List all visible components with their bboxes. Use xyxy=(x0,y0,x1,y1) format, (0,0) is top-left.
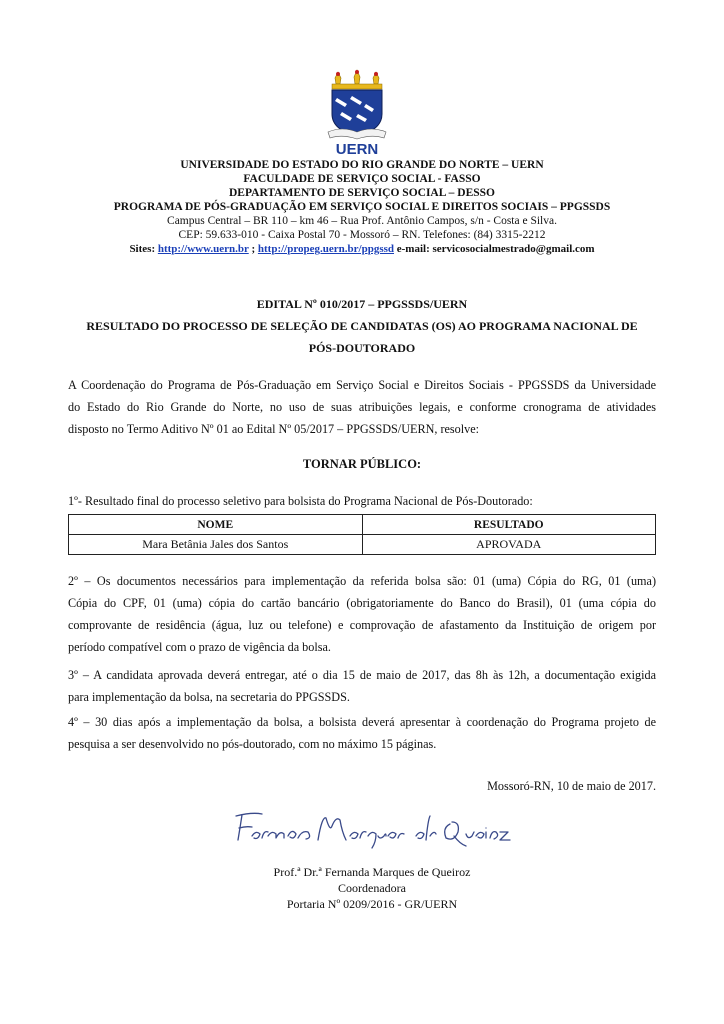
institution-header xyxy=(60,158,664,256)
table-header-row xyxy=(69,515,656,535)
email-address: servicosocialmestrado@gmail.com xyxy=(432,243,595,255)
header-program: PROGRAMA DE PÓS-GRADUAÇÃO EM SERVIÇO SOCIAL E DIREITOS SOCIAIS – PPGSSDS xyxy=(113,201,611,213)
item1-text: 1º- Resultado final do processo seletivo para bolsista do Programa Nacional de Pós-Doutorado: xyxy=(68,494,533,508)
edital-number: EDITAL Nº 010/2017 – PPGSSDS/UERN xyxy=(256,297,468,311)
header-sites xyxy=(60,242,664,256)
intro-line2: do Estado do Rio Grande do Norte, no uso de suas atribuições legais, e conforme cronograma de atividades xyxy=(68,400,656,414)
site-link-propeg[interactable]: http://propeg.uern.br/ppgssd xyxy=(257,243,395,255)
edital-title-line2: PÓS-DOUTORADO xyxy=(308,341,416,355)
header-address: Campus Central – BR 110 – km 46 – Rua Prof. Antônio Campos, s/n - Costa e Silva. xyxy=(167,215,557,227)
item2-line2: Cópia do CPF, 01 (uma) cópia do cartão bancário (obrigatoriamente do Banco do Brasil), 01 (uma cópia do xyxy=(68,596,656,610)
item4-line1: 4º – 30 dias após a implementação da bolsa, a bolsista deverá apresentar à coordenação do Programa projeto de xyxy=(68,715,656,729)
item3-line2: para implementação da bolsa, na secretaria do PPGSSDS. xyxy=(68,690,350,704)
email-label: e-mail: xyxy=(396,243,430,255)
handwritten-signature xyxy=(222,806,522,850)
signatory-name: Prof.ª Dr.ª Fernanda Marques de Queiroz xyxy=(273,865,471,879)
result-table xyxy=(68,514,656,555)
edital-title-line1: RESULTADO DO PROCESSO DE SELEÇÃO DE CANDIDATAS (OS) AO PROGRAMA NACIONAL DE xyxy=(86,319,638,333)
sites-label: Sites: xyxy=(129,243,156,255)
signature-icon xyxy=(222,806,522,850)
uern-logo xyxy=(322,68,392,156)
table-row xyxy=(69,535,656,555)
signatory-portaria: Portaria Nº 0209/2016 - GR/UERN xyxy=(286,897,458,911)
table-cell-result: APROVADA xyxy=(362,535,656,555)
site-link-uern[interactable]: http://www.uern.br xyxy=(157,243,249,255)
table-header-resultado: RESULTADO xyxy=(362,515,656,535)
intro-line1: A Coordenação do Programa de Pós-Graduação em Serviço Social e Direitos Sociais - PPGSSDS da Universidade xyxy=(68,378,656,392)
item2-line1: 2º – Os documentos necessários para implementação da referida bolsa são: 01 (uma) Cópia do RG, 01 (uma) xyxy=(68,574,656,588)
intro-line3: disposto no Termo Aditivo Nº 01 ao Edital Nº 05/2017 – PPGSSDS/UERN, resolve: xyxy=(68,422,480,436)
signatory-role: Coordenadora xyxy=(338,881,406,895)
header-faculty: FACULDADE DE SERVIÇO SOCIAL - FASSO xyxy=(243,173,481,185)
date-place: Mossoró-RN, 10 de maio de 2017. xyxy=(487,779,656,793)
item4-line2: pesquisa a ser desenvolvido no pós-doutorado, com no máximo 15 páginas. xyxy=(68,737,437,751)
item2-line4: período compatível com o prazo de vigência da bolsa. xyxy=(68,640,331,654)
table-cell-name: Mara Betânia Jales dos Santos xyxy=(69,535,363,555)
header-university: UNIVERSIDADE DO ESTADO DO RIO GRANDE DO NORTE – UERN xyxy=(180,159,544,171)
header-department: DEPARTAMENTO DE SERVIÇO SOCIAL – DESSO xyxy=(229,187,495,199)
tornar-publico-heading: TORNAR PÚBLICO: xyxy=(302,457,422,471)
item2-line3: comprovante de residência (água, luz ou telefone) e comprovação de afastamento da Instituição de origem por xyxy=(68,618,656,632)
signature-block xyxy=(222,864,522,912)
uern-crest-icon xyxy=(322,68,392,156)
edital-title-block xyxy=(60,293,664,359)
item3-line1: 3º – A candidata aprovada deverá entregar, até o dia 15 de maio de 2017, das 8h às 12h, a documentação exigida xyxy=(68,668,656,682)
table-header-nome: NOME xyxy=(69,515,363,535)
svg-text:UERN: UERN xyxy=(335,141,379,156)
header-contact: CEP: 59.633-010 - Caixa Postal 70 - Mossoró – RN. Telefones: (84) 3315-2212 xyxy=(178,229,546,241)
sites-separator: ; xyxy=(251,243,256,255)
